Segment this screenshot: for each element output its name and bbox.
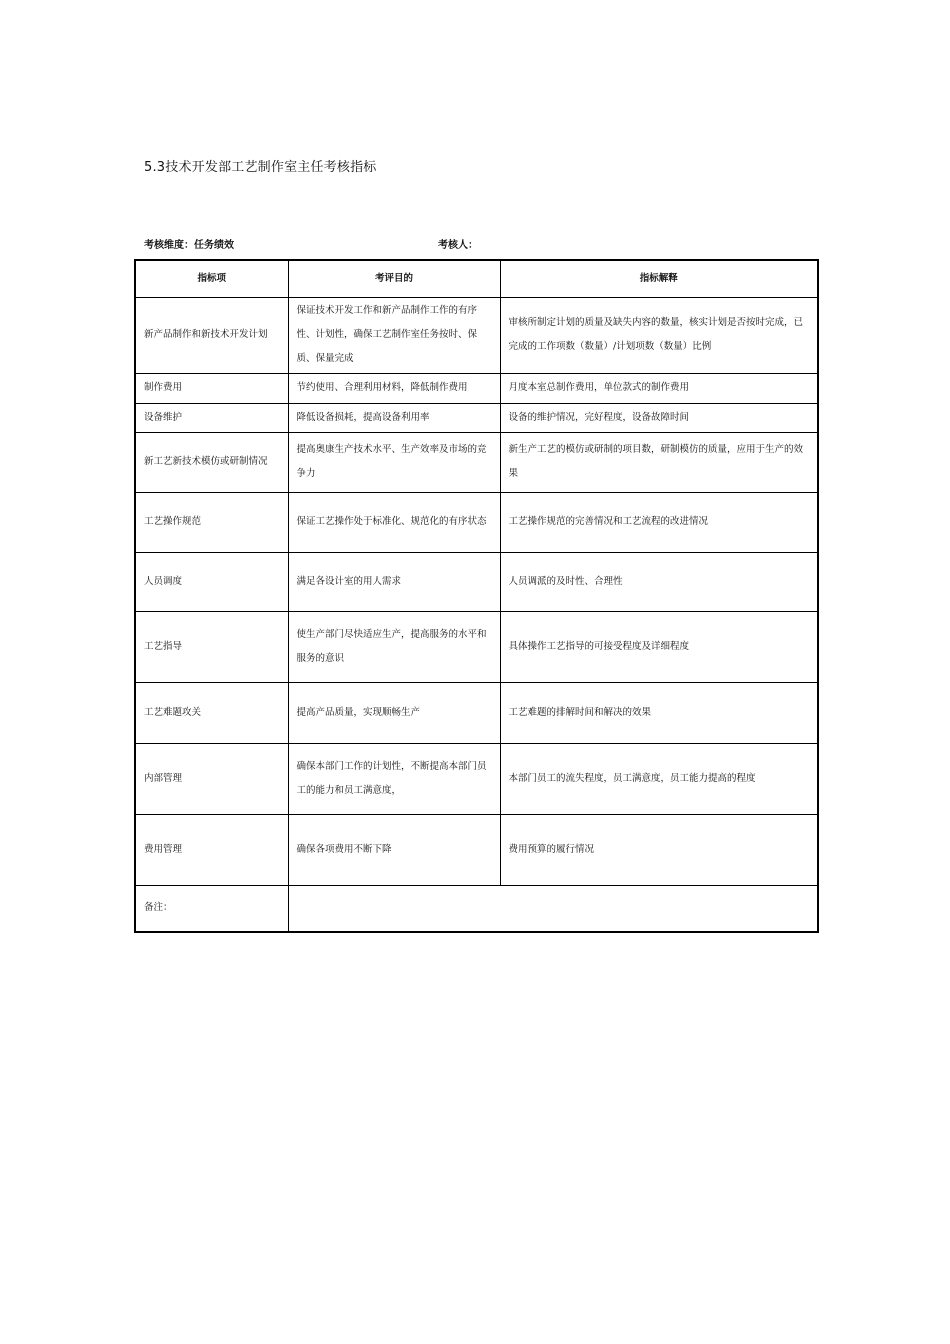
indicator-cell: 新产品制作和新技术开发计划 [135,297,288,373]
purpose-cell: 确保本部门工作的计划性，不断提高本部门员工的能力和员工满意度， [288,743,500,814]
dimension-label: 考核维度：任务绩效 [144,240,234,251]
notes-value [288,885,818,932]
explanation-cell: 工艺操作规范的完善情况和工艺流程的改进情况 [500,492,818,552]
purpose-cell: 确保各项费用不断下降 [288,814,500,885]
header-purpose: 考评目的 [288,260,500,297]
table-row [135,611,818,682]
indicator-cell: 工艺难题攻关 [135,682,288,743]
table-row [135,403,818,432]
kpi-table [134,259,819,933]
explanation-cell: 月度本室总制作费用，单位款式的制作费用 [500,373,818,403]
purpose-cell: 提高奥康生产技术水平、生产效率及市场的竞争力 [288,432,500,492]
explanation-cell: 工艺难题的排解时间和解决的效果 [500,682,818,743]
purpose-cell: 保证技术开发工作和新产品制作工作的有序性、计划性，确保工艺制作室任务按时、保质、保量完成 [288,297,500,373]
indicator-cell: 制作费用 [135,373,288,403]
explanation-cell: 本部门员工的流失程度，员工满意度，员工能力提高的程度 [500,743,818,814]
header-explanation: 指标解释 [500,260,818,297]
purpose-cell: 满足各设计室的用人需求 [288,552,500,611]
purpose-cell: 使生产部门尽快适应生产，提高服务的水平和服务的意识 [288,611,500,682]
page-title: 5.3技术开发部工艺制作室主任考核指标 [144,160,377,175]
table-row [135,743,818,814]
table-row [135,552,818,611]
assessor-label: 考核人： [438,240,478,251]
header-indicator: 指标项 [135,260,288,297]
indicator-cell: 工艺操作规范 [135,492,288,552]
table-row [135,814,818,885]
indicator-cell: 费用管理 [135,814,288,885]
table-row [135,432,818,492]
table-row [135,682,818,743]
purpose-cell: 节约使用、合理利用材料，降低制作费用 [288,373,500,403]
indicator-cell: 新工艺新技术模仿或研制情况 [135,432,288,492]
indicator-cell: 设备维护 [135,403,288,432]
explanation-cell: 具体操作工艺指导的可接受程度及详细程度 [500,611,818,682]
table-row [135,297,818,373]
indicator-cell: 人员调度 [135,552,288,611]
purpose-cell: 提高产品质量，实现顺畅生产 [288,682,500,743]
explanation-cell: 费用预算的履行情况 [500,814,818,885]
table-row [135,373,818,403]
purpose-cell: 降低设备损耗，提高设备利用率 [288,403,500,432]
explanation-cell: 审核所制定计划的质量及缺失内容的数量，核实计划是否按时完成，已完成的工作项数（数量）/计划项数（数量）比例 [500,297,818,373]
indicator-cell: 工艺指导 [135,611,288,682]
explanation-cell: 设备的维护情况，完好程度，设备故障时间 [500,403,818,432]
explanation-cell: 人员调派的及时性、合理性 [500,552,818,611]
table-header-row [135,260,818,297]
explanation-cell: 新生产工艺的模仿或研制的项目数，研制模仿的质量，应用于生产的效果 [500,432,818,492]
table-row [135,492,818,552]
notes-label: 备注： [135,885,288,932]
purpose-cell: 保证工艺操作处于标准化、规范化的有序状态 [288,492,500,552]
indicator-cell: 内部管理 [135,743,288,814]
notes-row [135,885,818,932]
